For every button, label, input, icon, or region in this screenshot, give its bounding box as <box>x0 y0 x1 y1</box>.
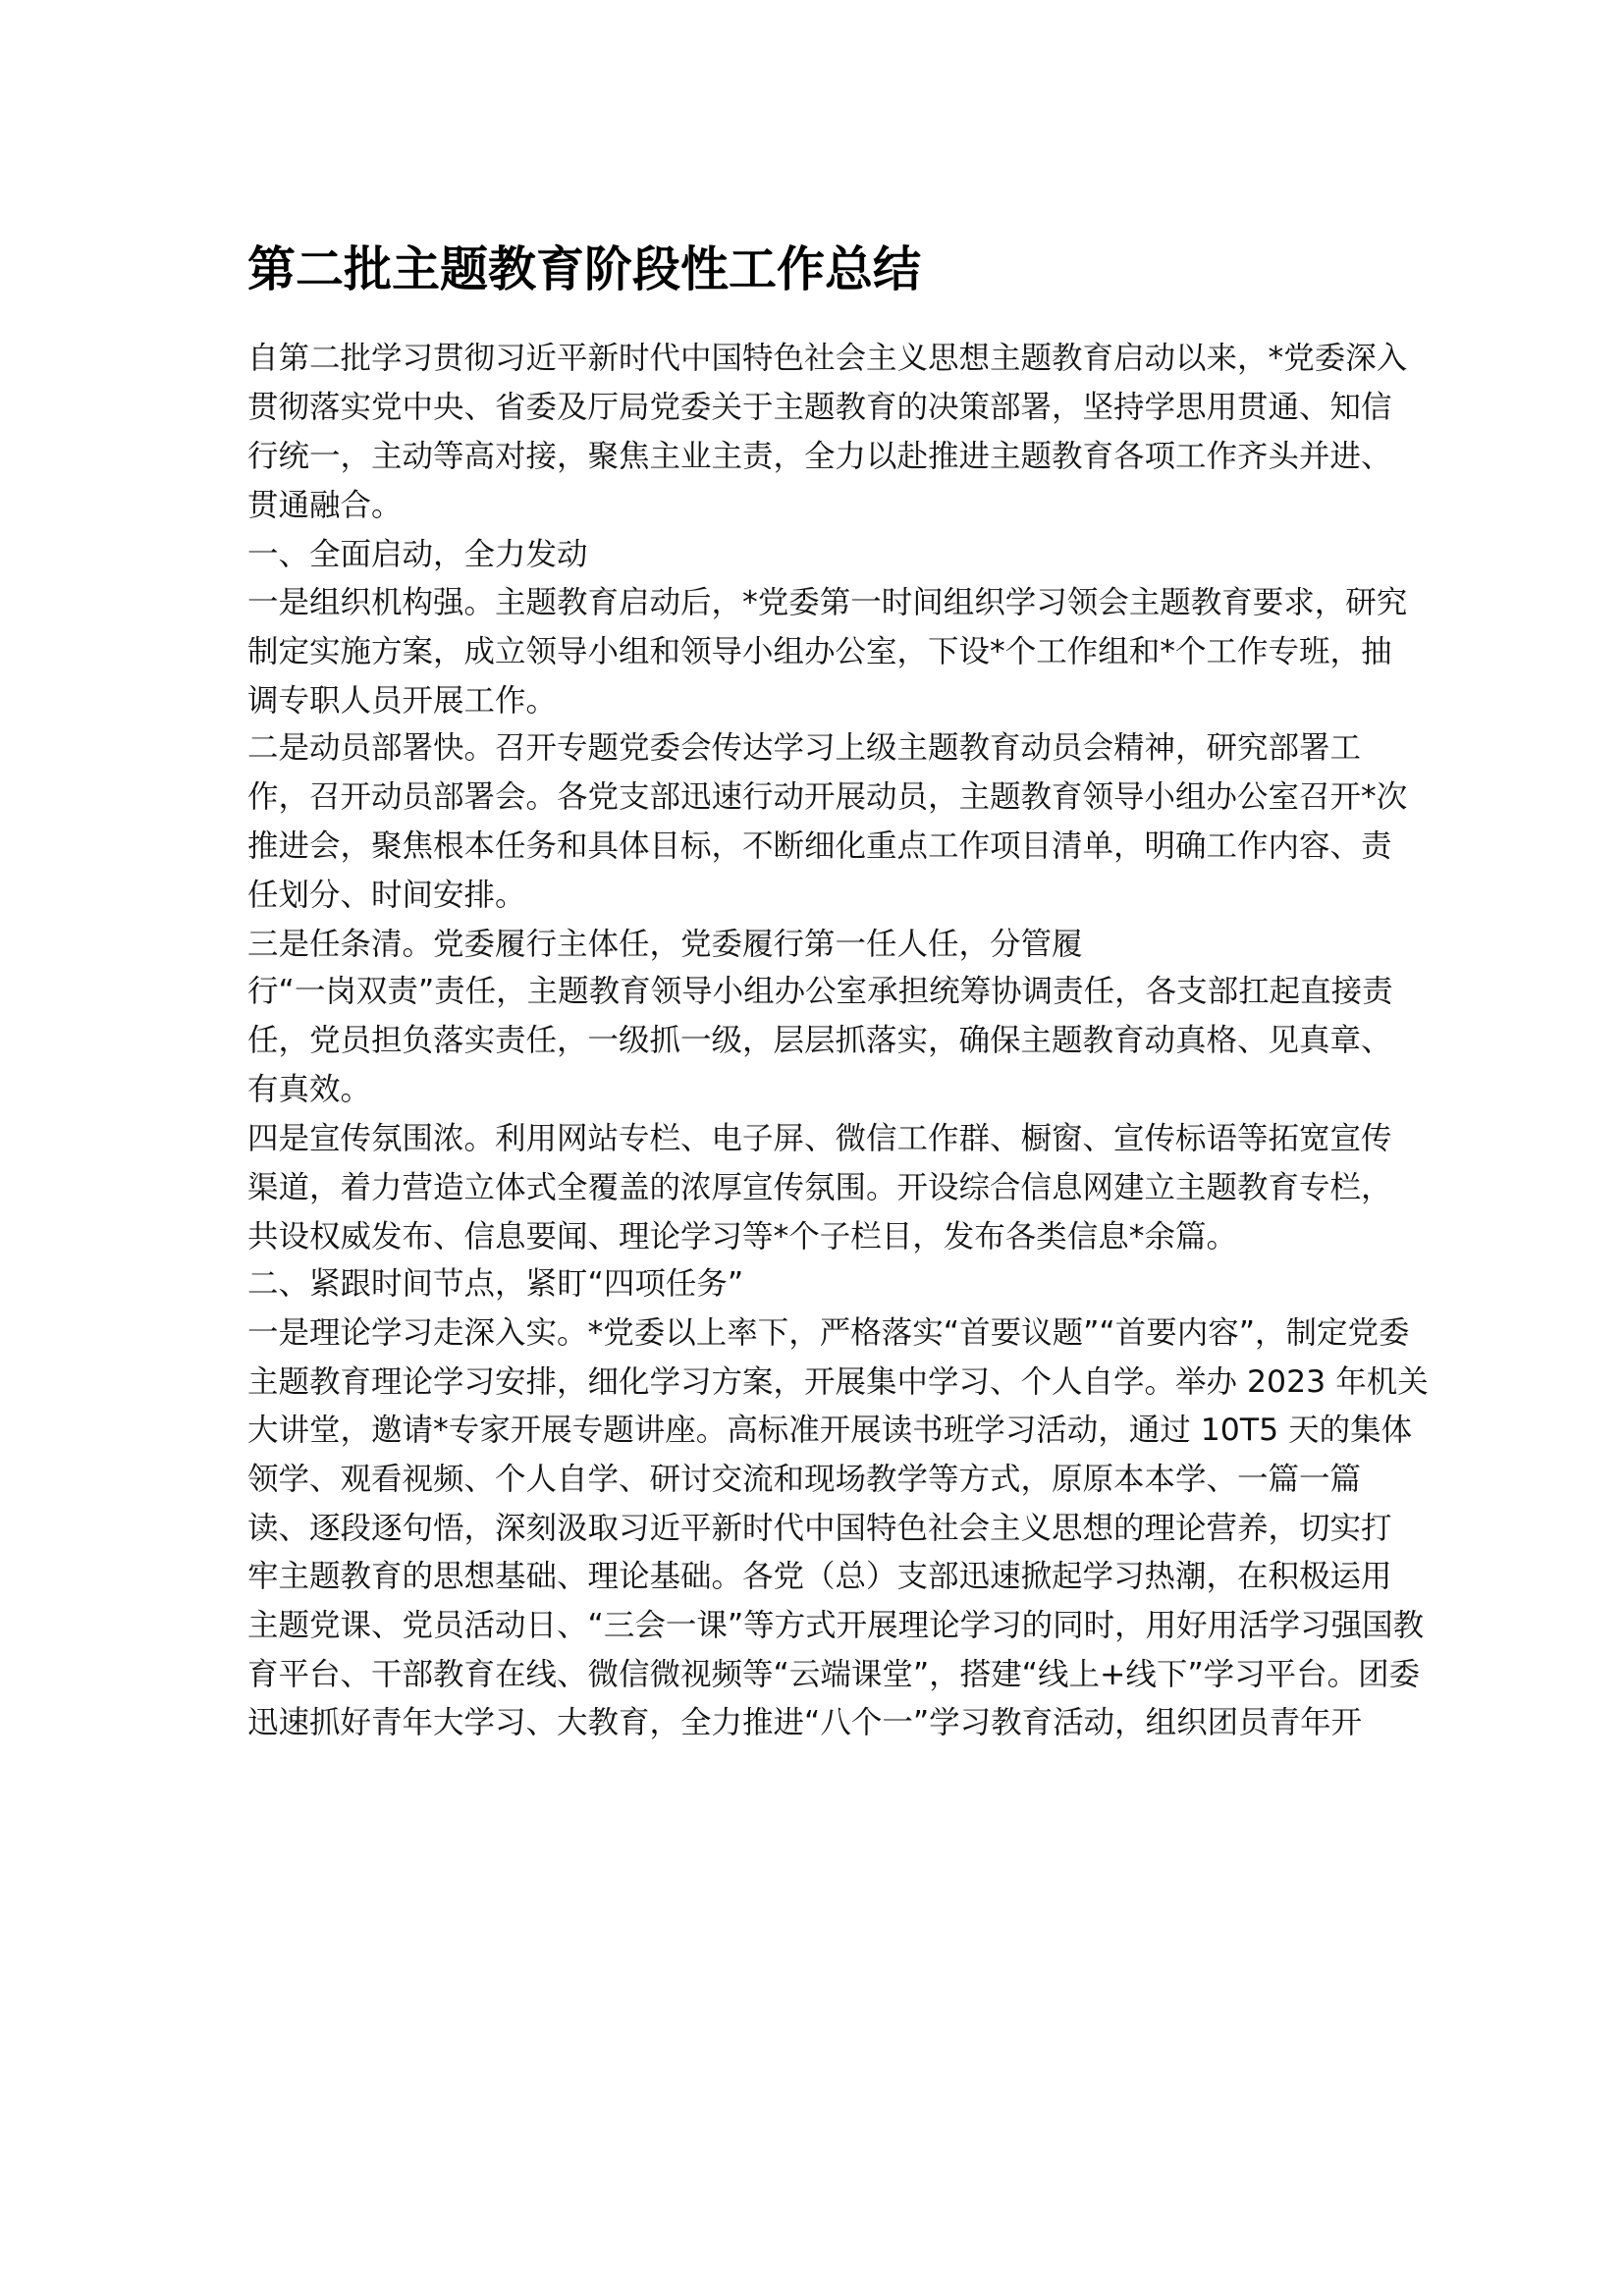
section-heading: 一、全面启动，全力发动 <box>247 537 588 572</box>
paragraph-line: 牢主题教育的思想基础、理论基础。各党（总）支部迅速掀起学习热潮，在积极运用 <box>247 1559 1392 1594</box>
paragraph-line: 任划分、时间安排。 <box>247 878 526 913</box>
paragraph-line: 制定实施方案，成立领导小组和领导小组办公室，下设*个工作组和*个工作专班，抽 <box>247 634 1392 669</box>
paragraph-line: 主题党课、党员活动日、“三会一课”等方式开展理论学习的同时，用好用活学习强国教 <box>247 1608 1425 1643</box>
paragraph-line: 二是动员部署快。召开专题党委会传达学习上级主题教育动员会精神，研究部署工 <box>247 730 1362 766</box>
paragraph-line: 有真效。 <box>247 1072 372 1107</box>
section-heading: 二、紧跟时间节点，紧盯“四项任务” <box>247 1266 744 1302</box>
paragraph-line: 一是理论学习走深入实。*党委以上率下，严格落实“首要议题”“首要内容”，制定党委 <box>247 1315 1410 1351</box>
paragraph-line: 贯通融合。 <box>247 488 403 523</box>
paragraph-line: 行“一岗双责”责任，主题教育领导小组办公室承担统筹协调责任，各支部扛起直接责 <box>247 974 1393 1009</box>
paragraph-line: 育平台、干部教育在线、微信微视频等“云端课堂”，搭建“线上+线下”学习平台。团委 <box>247 1657 1421 1692</box>
paragraph-line: 大讲堂，邀请*专家开展专题讲座。高标准开展读书班学习活动，通过 10T5 天的集体 <box>247 1413 1413 1448</box>
paragraph-line: 读、逐段逐句悟，深刻汲取习近平新时代中国特色社会主义思想的理论营养，切实打 <box>247 1511 1392 1546</box>
paragraph-line: 推进会，聚焦根本任务和具体目标，不断细化重点工作项目清单，明确工作内容、责 <box>247 828 1392 864</box>
paragraph-line: 领学、观看视频、个人自学、研讨交流和现场教学等方式，原原本本学、一篇一篇 <box>247 1462 1362 1497</box>
paragraph-line: 自第二批学习贯彻习近平新时代中国特色社会主义思想主题教育启动以来，*党委深入 <box>247 341 1408 376</box>
paragraph-line: 主题教育理论学习安排，细化学习方案，开展集中学习、个人自学。举办 2023 年机关 <box>247 1364 1429 1400</box>
paragraph-line: 一是组织机构强。主题教育启动后，*党委第一时间组织学习领会主题教育要求，研究 <box>247 585 1408 620</box>
paragraph-line: 三是任条清。党委履行主体任，党委履行第一任人任，分管履 <box>247 927 1083 962</box>
document-title: 第二批主题教育阶段性工作总结 <box>247 240 922 297</box>
paragraph-line: 渠道，着力营造立体式全覆盖的浓厚宣传氛围。开设综合信息网建立主题教育专栏， <box>247 1170 1392 1205</box>
paragraph-line: 调专职人员开展工作。 <box>247 683 558 719</box>
paragraph-line: 共设权威发布、信息要闻、理论学习等*个子栏目，发布各类信息*余篇。 <box>247 1219 1238 1255</box>
paragraph-line: 作，召开动员部署会。各党支部迅速行动开展动员，主题教育领导小组办公室召开*次 <box>247 779 1408 815</box>
paragraph-line: 贯彻落实党中央、省委及厅局党委关于主题教育的决策部署，坚持学思用贯通、知信 <box>247 390 1392 425</box>
paragraph-line: 四是宣传氛围浓。利用网站专栏、电子屏、微信工作群、橱窗、宣传标语等拓宽宣传 <box>247 1121 1392 1156</box>
paragraph-line: 行统一，主动等高对接，聚焦主业主责，全力以赴推进主题教育各项工作齐头并进、 <box>247 439 1392 474</box>
paragraph-line: 迅速抓好青年大学习、大教育，全力推进“八个一”学习教育活动，组织团员青年开 <box>247 1705 1363 1740</box>
paragraph-line: 任，党员担负落实责任，一级抓一级，层层抓落实，确保主题教育动真格、见真章、 <box>247 1023 1392 1058</box>
